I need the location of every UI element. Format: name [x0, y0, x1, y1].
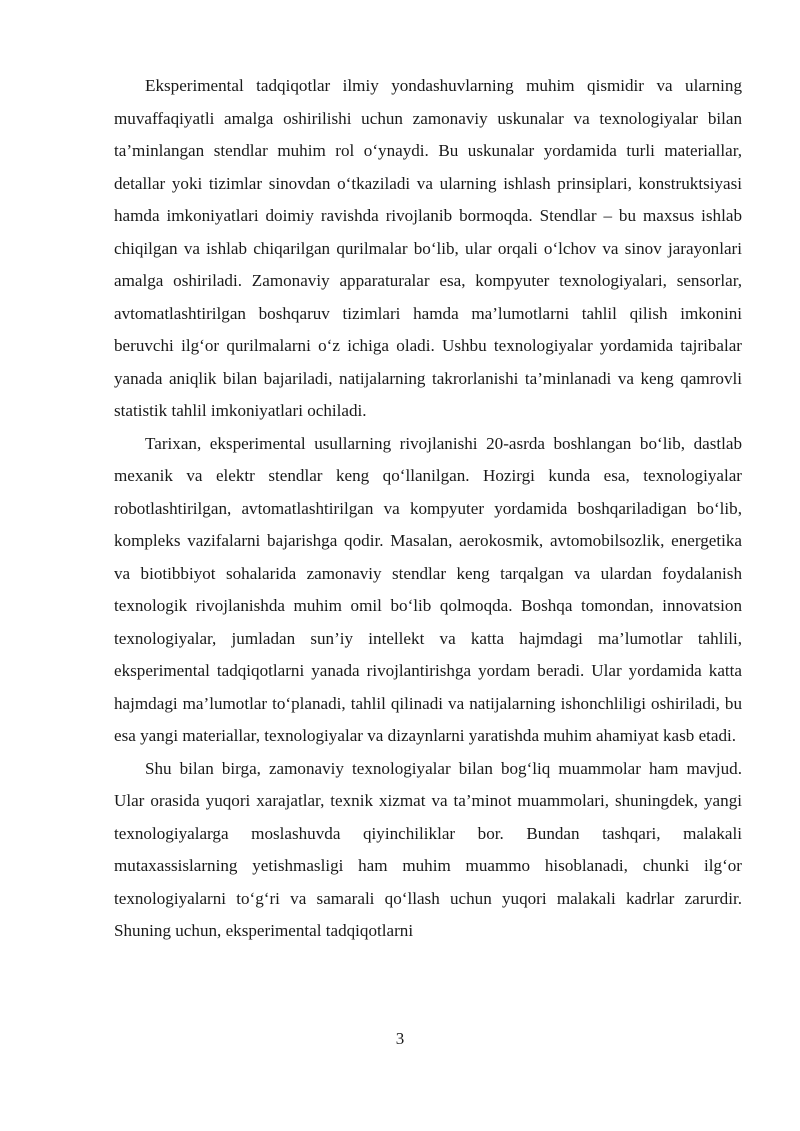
page-number: 3 [395, 1029, 405, 1048]
document-body [114, 70, 742, 948]
paragraph-1: Eksperimental tadqiqotlar ilmiy yondashuvlarning muhim qismidir va ularning muvaffaqiyatli amalga oshirilishi uchun zamonaviy uskunalar va texnologiyalar bilan ta’minlangan stendlar muhim rol o‘ynaydi. Bu uskunalar yordamida turli materiallar, detallar yoki tizimlar sinovdan o‘tkaziladi va ularning ishlash prinsiplari, konstruktsiyasi hamda imkoniyatlari doimiy ravishda rivojlanib bormoqda. Stendlar – bu maxsus ishlab chiqilgan va ishlab chiqarilgan qurilmalar bo‘lib, ular orqali o‘lchov va sinov jarayonlari amalga oshiriladi. Zamonaviy apparaturalar esa, kompyuter texnologiyalari, sensorlar, avtomatlashtirilgan boshqaruv tizimlari hamda ma’lumotlarni tahlil qilish imkonini beruvchi ilg‘or qurilmalarni o‘z ichiga oladi. Ushbu texnologiyalar yordamida tajribalar yanada aniqlik bilan bajariladi, natijalarning takrorlanishi ta’minlanadi va keng qamrovli statistik tahlil imkoniyatlari ochiladi. [114, 76, 742, 420]
paragraph-2: Tarixan, eksperimental usullarning rivojlanishi 20-asrda boshlangan bo‘lib, dastlab mexanik va elektr stendlar keng qo‘llanilgan. Hozirgi kunda esa, texnologiyalar robotlashtirilgan, avtomatlashtirilgan va kompyuter yordamida boshqariladigan bo‘lib, kompleks vazifalarni bajarishga qodir. Masalan, aerokosmik, avtomobilsozlik, energetika va biotibbiyot sohalarida zamonaviy stendlar keng tarqalgan va ulardan foydalanish texnologik rivojlanishda muhim omil bo‘lib qolmoqda. Boshqa tomondan, innovatsion texnologiyalar, jumladan sun’iy intellekt va katta hajmdagi ma’lumotlar tahlili, eksperimental tadqiqotlarni yanada rivojlantirishga yordam beradi. Ular yordamida katta hajmdagi ma’lumotlar to‘planadi, tahlil qilinadi va natijalarning ishonchliligi oshiriladi, bu esa yangi materiallar, texnologiyalar va dizaynlarni yaratishda muhim ahamiyat kasb etadi. [114, 433, 742, 745]
paragraph-3: Shu bilan birga, zamonaviy texnologiyalar bilan bog‘liq muammolar ham mavjud. Ular orasida yuqori xarajatlar, texnik xizmat va ta’minot muammolari, shuningdek, yangi texnologiyalarga moslashuvda qiyinchiliklar bor. Bundan tashqari, malakali mutaxassislarning yetishmasligi ham muhim muammo hisoblanadi, chunki ilg‘or texnologiyalarni to‘g‘ri va samarali qo‘llash uchun yuqori malakali kadrlar zarurdir. Shuning uchun, eksperimental tadqiqotlarni [114, 758, 742, 940]
